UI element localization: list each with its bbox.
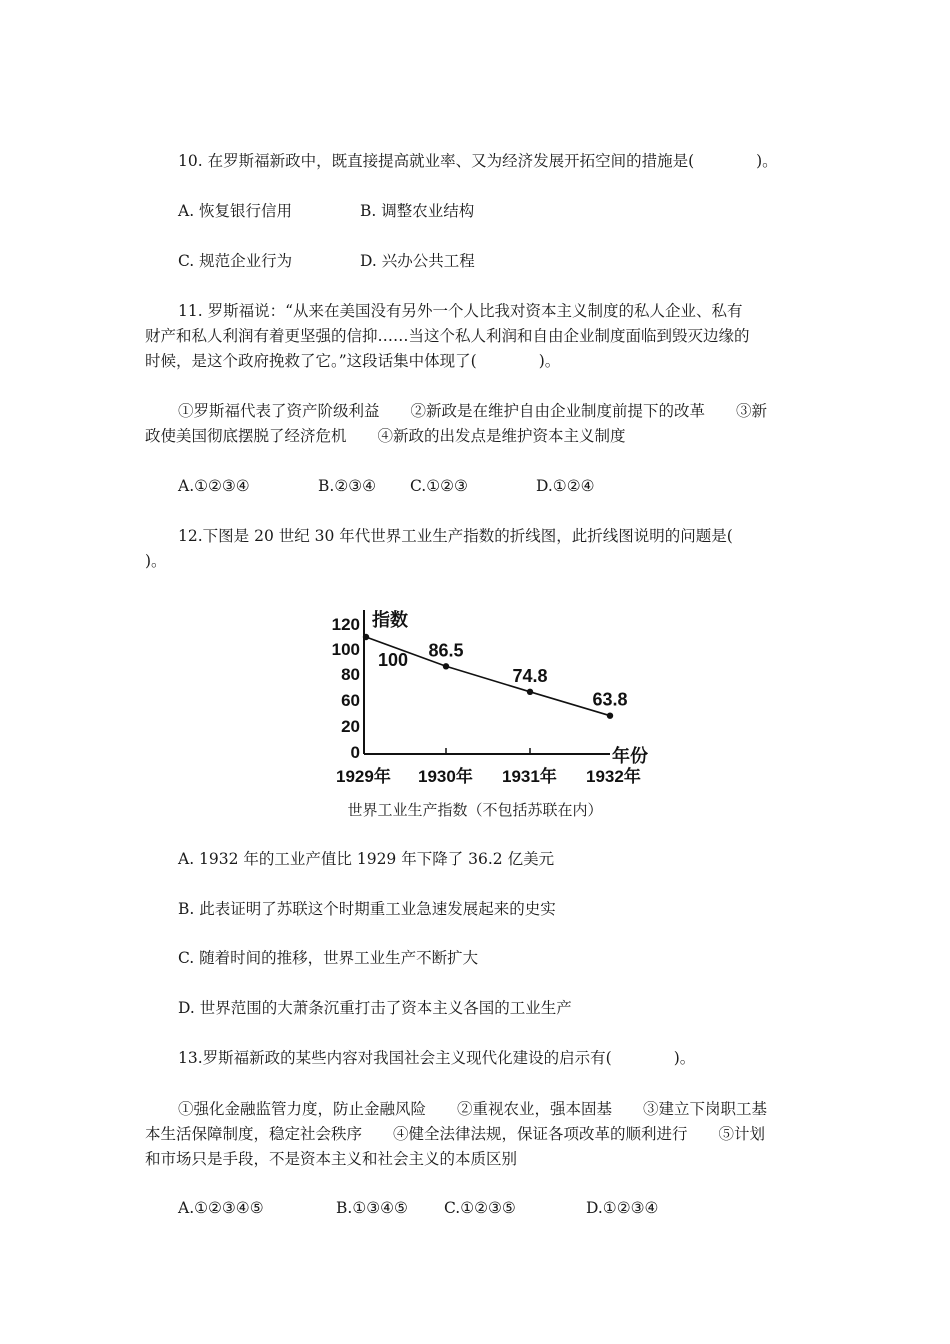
q11-option-c[interactable]: C.①②③ — [410, 477, 468, 495]
q13-statement-line-2: 本生活保障制度，稳定社会秩序 ④健全法律法规，保证各项改革的顺利进行 ⑤计划 — [145, 1125, 766, 1143]
q13-statement-line-1: ①强化金融监管力度，防止金融风险 ②重视农业，强本固基 ③建立下岗职工基 — [178, 1100, 768, 1118]
x-axis-title: 年份 — [612, 746, 648, 766]
q11-option-a[interactable]: A.①②③④ — [178, 477, 250, 495]
q13-option-a[interactable]: A.①②③④⑤ — [178, 1199, 264, 1217]
q12-stem-line-1: 12.下图是 20 世纪 30 年代世界工业生产指数的折线图，此折线图说明的问题是( — [178, 527, 733, 545]
q10-option-c[interactable]: C. 规范企业行为 — [178, 252, 293, 270]
q11-option-d[interactable]: D.①②④ — [536, 477, 595, 495]
q10-option-a[interactable]: A. 恢复银行信用 — [178, 202, 293, 220]
q12-stem-line-2: )。 — [145, 552, 167, 570]
q13-stem: 13.罗斯福新政的某些内容对我国社会主义现代化建设的启示有( )。 — [178, 1049, 696, 1067]
x-tick-label: 1931年 — [502, 767, 557, 786]
data-point — [363, 634, 369, 640]
q13-option-b[interactable]: B.①③④⑤ — [336, 1199, 408, 1217]
series-line — [366, 637, 610, 716]
y-tick-label: 120 — [331, 615, 360, 634]
data-label: 74.8 — [512, 665, 548, 686]
data-label: 86.5 — [428, 640, 464, 661]
q12-option-c[interactable]: C. 随着时间的推移，世界工业生产不断扩大 — [178, 949, 479, 967]
q13-option-c[interactable]: C.①②③⑤ — [444, 1199, 516, 1217]
q13-options-row — [0, 1197, 950, 1219]
q12-option-a[interactable]: A. 1932 年的工业产值比 1929 年下降了 36.2 亿美元 — [178, 850, 555, 868]
q11-options-row — [0, 475, 950, 497]
q13-option-d[interactable]: D.①②③④ — [586, 1199, 659, 1217]
y-tick-label: 60 — [341, 691, 360, 710]
q10-option-b[interactable]: B. 调整农业结构 — [360, 202, 475, 220]
data-point — [607, 713, 613, 719]
x-tick-label: 1929年 — [336, 767, 391, 786]
y-tick-label: 0 — [350, 743, 360, 762]
x-tick-label: 1932年 — [586, 767, 641, 786]
q10-option-d[interactable]: D. 兴办公共工程 — [360, 252, 475, 270]
q10-options-row-1 — [0, 200, 950, 222]
q11-stem-line-1: 11. 罗斯福说：“从来在美国没有另外一个人比我对资本主义制度的私人企业、私有 — [178, 302, 743, 320]
y-tick-label: 80 — [341, 665, 360, 684]
y-tick-labels — [332, 615, 360, 762]
q12-option-b[interactable]: B. 此表证明了苏联这个时期重工业急速发展起来的史实 — [178, 900, 556, 918]
data-labels — [378, 640, 628, 709]
data-label: 100 — [378, 650, 409, 670]
x-axis — [364, 748, 610, 754]
q11-statement-line-2: 政使美国彻底摆脱了经济危机 ④新政的出发点是维护资本主义制度 — [145, 427, 626, 445]
x-tick-labels — [336, 766, 641, 786]
q13-statement-line-3: 和市场只是手段，不是资本主义和社会主义的本质区别 — [145, 1150, 518, 1168]
q12-option-d[interactable]: D. 世界范围的大萧条沉重打击了资本主义各国的工业生产 — [178, 999, 572, 1017]
chart-caption: 世界工业生产指数（不包括苏联在内） — [347, 801, 603, 819]
q10-stem: 10. 在罗斯福新政中，既直接提高就业率、又为经济发展开拓空间的措施是( )。 — [178, 152, 778, 170]
q11-stem-line-3: 时候，是这个政府挽救了它。”这段话集中体现了( )。 — [145, 352, 561, 370]
x-tick-label: 1930年 — [418, 767, 473, 786]
q11-statement-line-1: ①罗斯福代表了资产阶级利益 ②新政是在维护自由企业制度前提下的改革 ③新 — [178, 402, 768, 420]
industrial-index-line-chart — [320, 602, 660, 792]
data-label: 63.8 — [592, 689, 628, 710]
data-point — [527, 689, 533, 695]
q11-stem-line-2: 财产和私人利润有着更坚强的信抑……当这个私人利润和自由企业制度面临到毁灭边缘的 — [145, 327, 750, 345]
data-point — [443, 663, 449, 669]
y-tick-label: 20 — [341, 717, 360, 736]
y-axis-title: 指数 — [372, 610, 408, 630]
q11-option-b[interactable]: B.②③④ — [318, 477, 377, 495]
y-tick-label: 100 — [331, 640, 360, 659]
q10-options-row-2 — [0, 250, 950, 272]
